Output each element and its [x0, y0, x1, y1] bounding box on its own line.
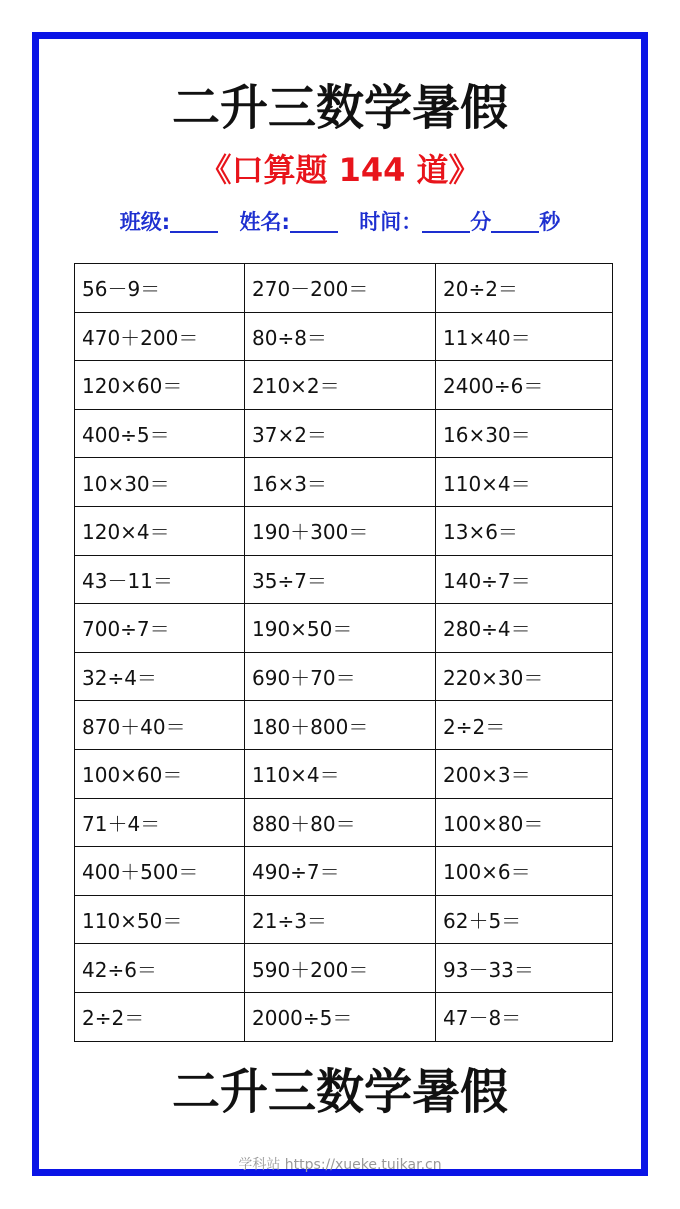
problem-cell: 71＋4＝ [75, 798, 245, 847]
problem-cell: 120×60＝ [75, 361, 245, 410]
problem-cell: 62＋5＝ [436, 895, 613, 944]
class-blank[interactable] [170, 209, 218, 233]
problem-cell: 56－9＝ [75, 264, 245, 313]
problem-cell: 880＋80＝ [245, 798, 436, 847]
problem-cell: 10×30＝ [75, 458, 245, 507]
problem-cell: 210×2＝ [245, 361, 436, 410]
minute-blank[interactable] [422, 209, 470, 233]
problem-cell: 2000÷5＝ [245, 992, 436, 1041]
table-row [75, 847, 613, 896]
problem-cell: 11×40＝ [436, 312, 613, 361]
time-label: 时间： [359, 210, 423, 234]
problem-cell: 47－8＝ [436, 992, 613, 1041]
problem-cell: 13×6＝ [436, 506, 613, 555]
problem-cell: 690＋70＝ [245, 652, 436, 701]
table-row [75, 555, 613, 604]
problem-cell: 100×60＝ [75, 749, 245, 798]
problem-cell: 140÷7＝ [436, 555, 613, 604]
page-title: 二升三数学暑假 [171, 80, 508, 136]
problem-cell: 400＋500＝ [75, 847, 245, 896]
problem-cell: 270－200＝ [245, 264, 436, 313]
table-row [75, 701, 613, 750]
student-info-line [0, 206, 680, 238]
page-subtitle: 《口算题 144 道》 [199, 151, 481, 189]
problem-cell: 20÷2＝ [436, 264, 613, 313]
problem-cell: 32÷4＝ [75, 652, 245, 701]
problem-cell: 80÷8＝ [245, 312, 436, 361]
problem-cell: 100×6＝ [436, 847, 613, 896]
problem-cell: 37×2＝ [245, 409, 436, 458]
table-row [75, 458, 613, 507]
problem-cell: 200×3＝ [436, 749, 613, 798]
problem-cell: 870＋40＝ [75, 701, 245, 750]
problem-cell: 42÷6＝ [75, 944, 245, 993]
problem-cell: 590＋200＝ [245, 944, 436, 993]
table-row [75, 264, 613, 313]
class-label: 班级: [119, 210, 171, 234]
problem-cell: 180＋800＝ [245, 701, 436, 750]
problem-cell: 2÷2＝ [75, 992, 245, 1041]
problem-cell: 43－11＝ [75, 555, 245, 604]
name-label: 姓名: [239, 210, 290, 234]
problems-table [74, 263, 613, 1042]
problem-cell: 190×50＝ [245, 604, 436, 653]
table-row [75, 409, 613, 458]
table-row [75, 652, 613, 701]
table-row [75, 944, 613, 993]
problem-cell: 16×3＝ [245, 458, 436, 507]
footer-title: 二升三数学暑假 [171, 1064, 508, 1120]
table-row [75, 506, 613, 555]
table-row [75, 798, 613, 847]
problem-cell: 93－33＝ [436, 944, 613, 993]
problem-cell: 120×4＝ [75, 506, 245, 555]
problem-cell: 220×30＝ [436, 652, 613, 701]
table-row [75, 604, 613, 653]
problem-cell: 490÷7＝ [245, 847, 436, 896]
minute-label: 分 [470, 210, 492, 234]
problem-cell: 400÷5＝ [75, 409, 245, 458]
table-row [75, 992, 613, 1041]
table-row [75, 895, 613, 944]
table-row [75, 361, 613, 410]
problem-cell: 700÷7＝ [75, 604, 245, 653]
problem-cell: 35÷7＝ [245, 555, 436, 604]
second-label: 秒 [539, 210, 561, 234]
problem-cell: 2÷2＝ [436, 701, 613, 750]
table-row [75, 312, 613, 361]
problem-cell: 2400÷6＝ [436, 361, 613, 410]
problem-cell: 280÷4＝ [436, 604, 613, 653]
problem-cell: 110×4＝ [245, 749, 436, 798]
watermark-text: 学科站 https://xueke.tuikar.cn [238, 1157, 442, 1173]
second-blank[interactable] [491, 209, 539, 233]
problem-cell: 21÷3＝ [245, 895, 436, 944]
problem-cell: 190＋300＝ [245, 506, 436, 555]
problem-cell: 100×80＝ [436, 798, 613, 847]
problem-cell: 110×50＝ [75, 895, 245, 944]
problem-cell: 110×4＝ [436, 458, 613, 507]
name-blank[interactable] [290, 209, 338, 233]
problem-cell: 16×30＝ [436, 409, 613, 458]
problem-cell: 470＋200＝ [75, 312, 245, 361]
table-row [75, 749, 613, 798]
